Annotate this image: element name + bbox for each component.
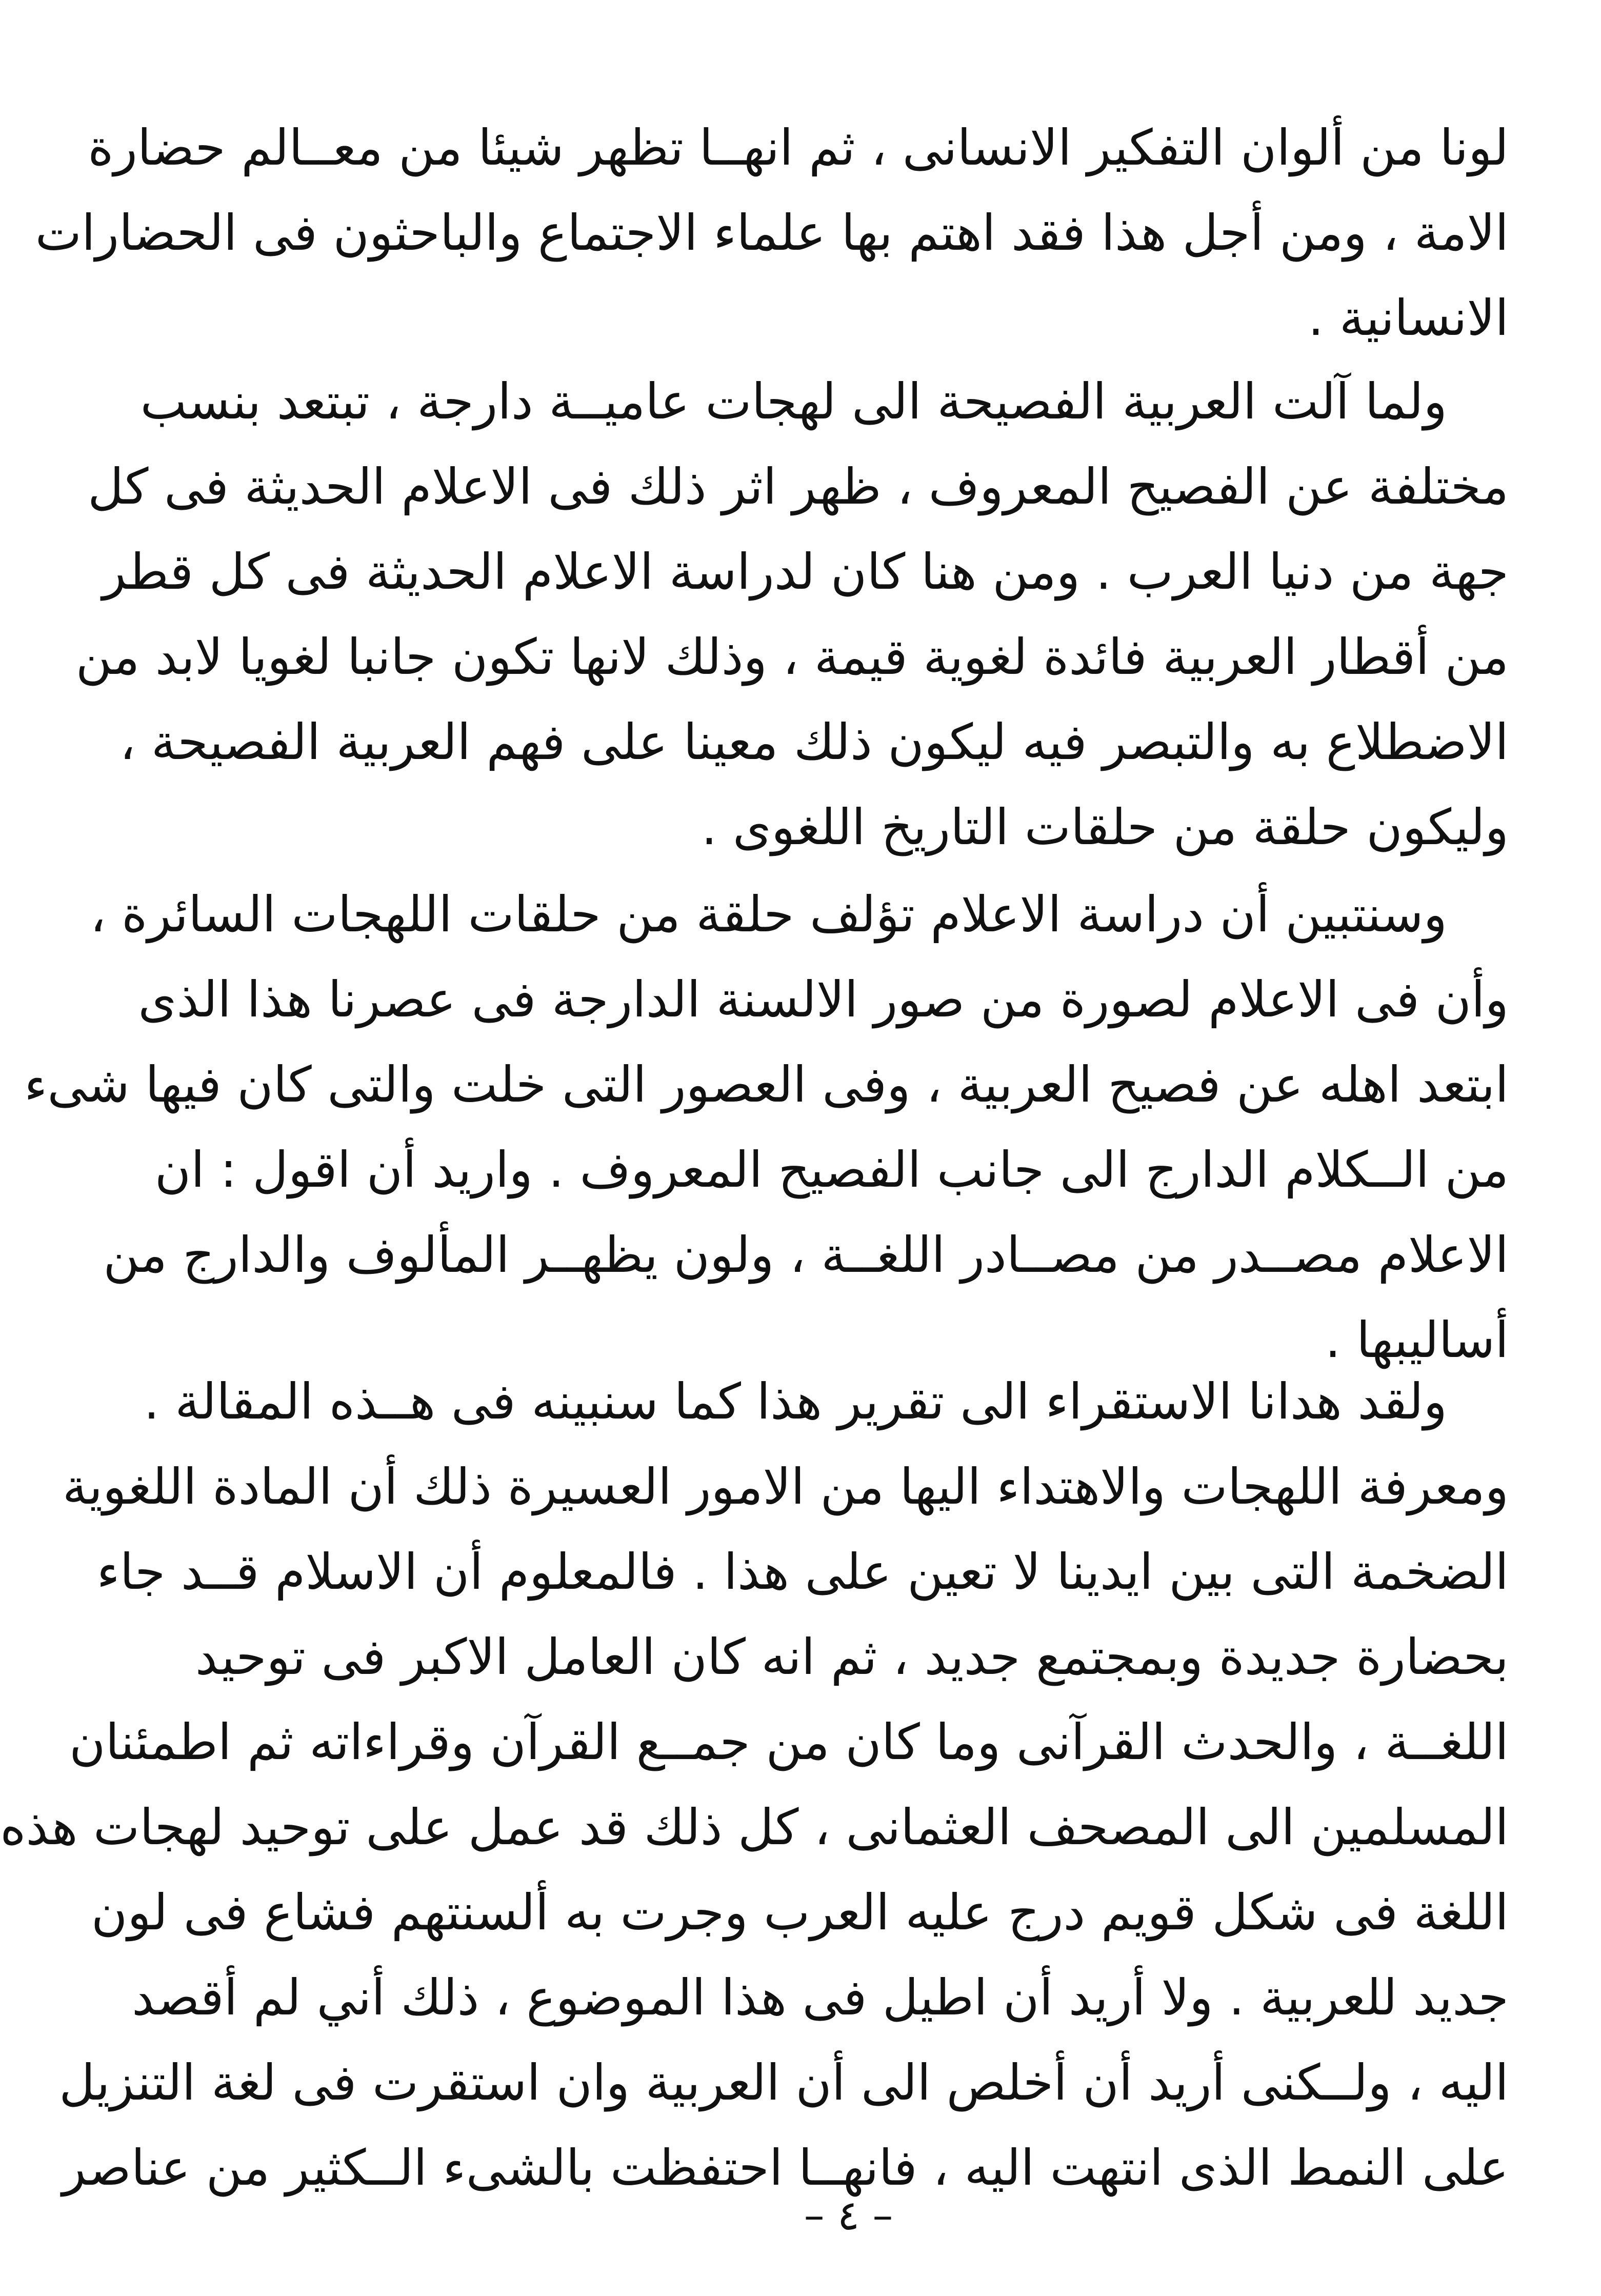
text-line: الاضطلاع به والتبصر فيه ليكون ذلك معينا على فهم العربية الفصيحة ، [119, 713, 1509, 771]
text-line: على النمط الذى انتهت اليه ، فانهــا احتفظت بالشىء الــكثير من عناصر [62, 2139, 1509, 2197]
text-line: اللغة فى شكل قويم درج عليه العرب وجرت به ألسنتهم فشاع فى لون [91, 1884, 1509, 1941]
text-line: جهة من دنيا العرب . ومن هنا كان لدراسة الاعلام الحديثة فى كل قطر [102, 543, 1509, 601]
text-line: بحضارة جديدة وبمجتمع جديد ، ثم انه كان العامل الاكبر فى توحيد [195, 1628, 1509, 1686]
text-line: جديد للعربية . ولا أريد أن اطيل فى هذا الموضوع ، ذلك أني لم أقصد [132, 1969, 1509, 2026]
paragraph-4 [0, 1359, 1509, 2210]
paragraph-2 [75, 359, 1509, 870]
text-line: اللغــة ، والحدث القرآنى وما كان من جمــع القرآن وقراءاته ثم اطمئنان [69, 1713, 1509, 1771]
text-line: المسلمين الى المصحف العثمانى ، كل ذلك قد عمل على توحيد لهجات هذه [0, 1799, 1509, 1856]
text-line: وليكون حلقة من حلقات التاريخ اللغوى . [701, 798, 1509, 856]
text-line: مختلفة عن الفصيح المعروف ، ظهر اثر ذلك فى الاعلام الحديثة فى كل [88, 458, 1509, 515]
text-line: الانسانية . [1308, 289, 1509, 347]
text-line: أساليبها . [1325, 1311, 1509, 1369]
text-line: الاعلام مصــدر من مصــادر اللغــة ، ولون يظهــر المألوف والدارج من [103, 1226, 1509, 1284]
text-line: الامة ، ومن أجل هذا فقد اهتم بها علماء الاجتماع والباحثون فى الحضارات [35, 204, 1509, 262]
text-line: ولما آلت العربية الفصيحة الى لهجات عاميــة دارجة ، تبتعد بنسب [140, 373, 1447, 430]
text-line: الضخمة التى بين ايدينا لا تعين على هذا . فالمعلوم أن الاسلام قــد جاء [96, 1543, 1509, 1601]
text-line: وأن فى الاعلام لصورة من صور الالسنة الدارجة فى عصرنا هذا الذى [138, 971, 1509, 1028]
text-line: من الــكلام الدارج الى جانب الفصيح المعروف . واريد أن اقول : ان [154, 1141, 1509, 1199]
text-line: اليه ، ولــكنى أريد أن أخلص الى أن العربية وان استقرت فى لغة التنزيل [59, 2054, 1509, 2111]
text-line: من أقطار العربية فائدة لغوية قيمة ، وذلك لانها تكون جانبا لغويا لابد من [75, 628, 1509, 686]
text-line: ومعرفة اللهجات والاهتداء اليها من الامور العسيرة ذلك أن المادة اللغوية [62, 1458, 1509, 1515]
page-number: – ٤ – [804, 2191, 893, 2239]
paragraph-3 [24, 872, 1509, 1383]
text-line: وسنتبين أن دراسة الاعلام تؤلف حلقة من حلقات اللهجات السائرة ، [90, 886, 1447, 943]
paragraph-1 [35, 105, 1509, 361]
text-line: ولقد هدانا الاستقراء الى تقرير هذا كما سنبينه فى هــذه المقالة . [144, 1373, 1447, 1430]
text-line: ابتعد اهله عن فصيح العربية ، وفى العصور التى خلت والتى كان فيها شىء [24, 1056, 1509, 1113]
text-line: لونا من ألوان التفكير الانسانى ، ثم انهــا تظهر شيئا من معــالم حضارة [88, 119, 1509, 176]
